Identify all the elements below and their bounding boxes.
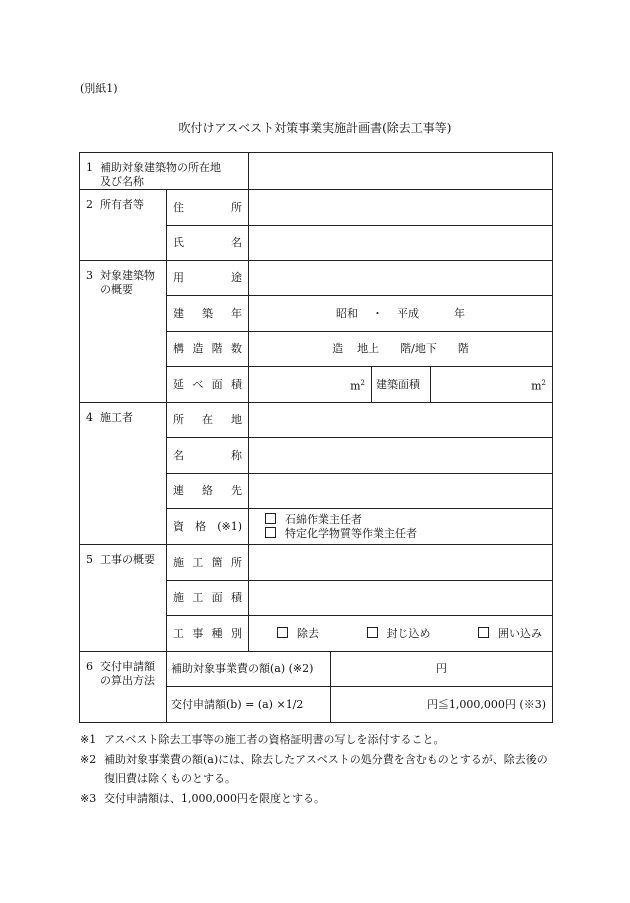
document-title: 吹付けアスベスト対策事業実施計画書(除去工事等) <box>178 121 452 135</box>
owner-name-input[interactable] <box>249 226 553 261</box>
checkbox-icon[interactable] <box>265 527 276 538</box>
footnote: ※1 アスベスト除去工事等の施工者の資格証明書の写しを添付すること。 <box>80 733 445 746</box>
plan-form-table <box>79 152 553 723</box>
field-label-contractor-name: 名 称 <box>167 438 249 474</box>
row-work-site <box>80 545 553 581</box>
qualification-option[interactable]: 特定化学物質等作業主任者 <box>265 527 546 541</box>
field-label-total-floor-area: 延 べ 面 積 <box>167 367 249 403</box>
row-owner-address <box>80 190 553 226</box>
contractor-location-input[interactable] <box>249 403 553 438</box>
field-label-use: 用 途 <box>167 261 249 296</box>
field-label-contact: 連 絡 先 <box>167 474 249 509</box>
field-label-building-area: 建築面積 <box>372 367 431 403</box>
footnote: ※3 交付申請額は、1,000,000円を限度とする。 <box>80 791 325 805</box>
section-3-label: 3 対象建築物 の概要 <box>80 261 167 403</box>
row-building-location <box>80 153 553 190</box>
owner-address-input[interactable] <box>249 190 553 226</box>
field-label-location: 所 在 地 <box>167 403 249 438</box>
work-type-option[interactable]: 囲い込み <box>478 627 542 641</box>
building-area-input[interactable]: $m^2$ <box>431 367 553 403</box>
work-type-option[interactable]: 除去 <box>277 627 319 641</box>
attachment-label: (別紙1) <box>80 82 118 95</box>
field-label-work-area: 施 工 面 積 <box>167 581 249 616</box>
qualification-option[interactable]: 石綿作業主任者 <box>265 513 546 527</box>
work-site-input[interactable] <box>249 545 553 581</box>
field-label-name: 氏 名 <box>167 226 249 261</box>
field-label-address: 住 所 <box>167 190 249 226</box>
field-label-build-year: 建 築 年 <box>167 296 249 332</box>
section-6-label: 6 交付申請額 の算出方法 <box>80 652 167 723</box>
checkbox-icon[interactable] <box>277 627 288 638</box>
row-project-cost <box>80 652 553 687</box>
section-5-label: 5 工事の概要 <box>80 545 167 652</box>
work-area-input[interactable] <box>249 581 553 616</box>
building-location-input[interactable] <box>249 153 553 190</box>
row-building-use <box>80 261 553 296</box>
structure-floors-value[interactable]: 造 地上 階/地下 階 <box>249 332 553 367</box>
project-cost-input[interactable]: 円 <box>331 652 553 687</box>
field-label-site: 施 工 箇 所 <box>167 545 249 581</box>
field-label-qualification: 資 格 (※1) <box>167 509 249 545</box>
building-use-input[interactable] <box>249 261 553 296</box>
work-type-option[interactable]: 封じ込め <box>367 627 431 641</box>
checkbox-icon[interactable] <box>478 627 489 638</box>
footnote: ※2 補助対象事業費の額(a)には、除去したアスベストの処分費を含むものとするが、除去後の復旧費は除くものとする。 <box>80 752 548 785</box>
work-type-options <box>249 616 553 652</box>
row-contractor-location <box>80 403 553 438</box>
grant-amount-label: 交付申請額(b) = (a) ×1/2 <box>167 687 331 723</box>
section-4-label: 4 施工者 <box>80 403 167 545</box>
qualification-options <box>249 509 553 545</box>
checkbox-icon[interactable] <box>265 513 276 524</box>
grant-amount-input[interactable]: 円≦1,000,000円 (※3) <box>331 687 553 723</box>
contractor-name-input[interactable] <box>249 438 553 474</box>
field-label-work-type: 工 事 種 別 <box>167 616 249 652</box>
project-cost-label: 補助対象事業費の額(a) (※2) <box>167 652 331 687</box>
footnotes <box>80 730 550 808</box>
checkbox-icon[interactable] <box>367 627 378 638</box>
section-1-label: 1 補助対象建築物の所在地 及び名称 <box>80 153 249 190</box>
total-floor-area-input[interactable]: $m^2$ <box>249 367 372 403</box>
contractor-contact-input[interactable] <box>249 474 553 509</box>
field-label-structure-floors: 構 造 階 数 <box>167 332 249 367</box>
build-year-value[interactable]: 昭和 ・ 平成 年 <box>249 296 553 332</box>
section-2-label: 2 所有者等 <box>80 190 167 261</box>
